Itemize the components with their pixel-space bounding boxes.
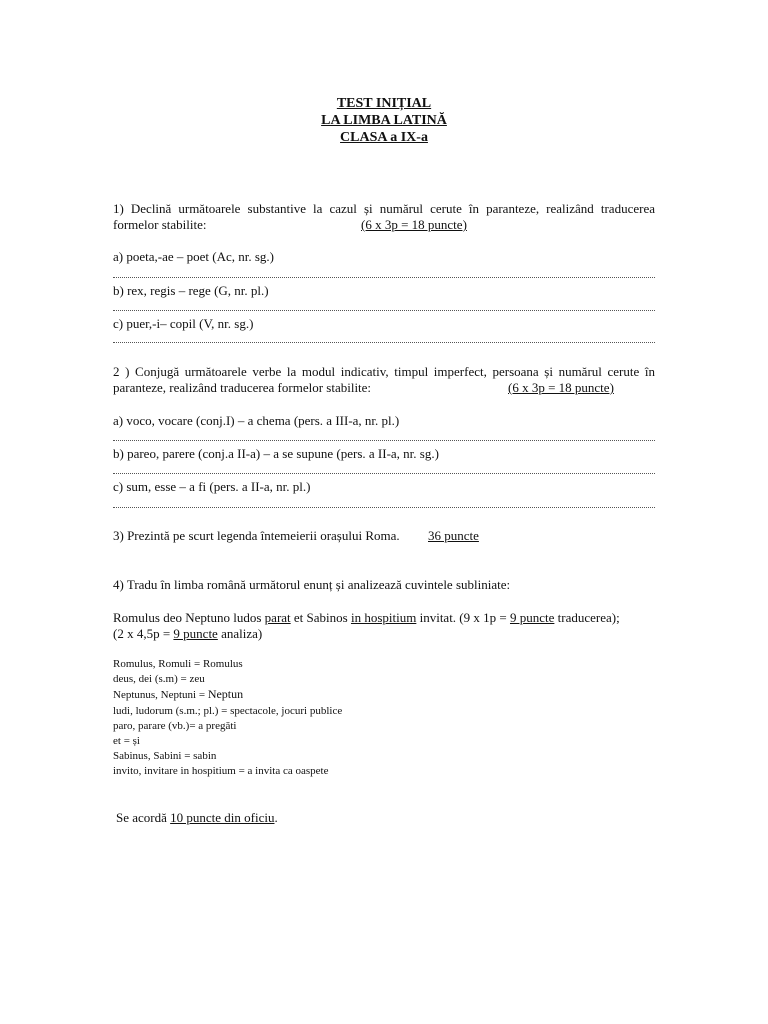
- vocab-item: Sabinus, Sabini = sabin: [113, 750, 217, 763]
- vocab-list: [113, 657, 342, 780]
- vocab-item: invito, invitare in hospitium = a invita ca oaspete: [113, 765, 329, 778]
- q4-sent-part: Romulus deo Neptuno ludos: [113, 610, 265, 625]
- vocab-item: Romulus, Romuli = Romulus: [113, 658, 243, 670]
- footer-points: 10 puncte din oficiu: [170, 810, 275, 825]
- q4-sentence: [113, 610, 620, 626]
- q4-sent-part: analiza): [217, 626, 263, 641]
- footer-dot: .: [274, 810, 278, 825]
- answer-line: [113, 473, 655, 474]
- q4-instruction: 4) Tradu în limba română următorul enunț și analizează cuvintele subliniate:: [113, 577, 511, 592]
- q4-sent-part: et Sabinos: [290, 610, 351, 625]
- q1-points: (6 x 3p = 18 puncte): [361, 217, 467, 232]
- q2-item-b: b) pareo, parere (conj.a II-a) – a se supune (pers. a II-a, nr. sg.): [113, 446, 439, 461]
- answer-line: [113, 277, 655, 278]
- q2-item-a: a) voco, vocare (conj.I) – a chema (pers. a III-a, nr. pl.): [113, 413, 400, 428]
- title-line-2: LA LIMBA LATINĂ: [321, 113, 447, 128]
- q4-underlined-parat: parat: [264, 610, 291, 625]
- answer-line: [113, 342, 655, 343]
- q4-sentence-line-2: [113, 626, 262, 642]
- q4-sent-part: invitat. (9 x 1p =: [416, 610, 510, 625]
- q4-points-analysis: 9 puncte: [173, 626, 218, 641]
- vocab-item: deus, dei (s.m) = zeu: [113, 673, 205, 686]
- title-line-1: TEST INIȚIAL: [336, 96, 432, 111]
- vocab-item: paro, parare (vb.)= a pregăti: [113, 719, 237, 732]
- q2-line-1: 2 ) Conjugă următoarele verbe la modul indicativ, timpul imperfect, persoana și numărul cerute în: [113, 364, 655, 379]
- footer-text: Se acordă: [116, 810, 171, 825]
- vocab-item: [113, 687, 342, 703]
- answer-line: [113, 440, 655, 441]
- title-block: [0, 95, 768, 146]
- answer-line: [113, 310, 655, 311]
- answer-line: [113, 507, 655, 508]
- q3-text: 3) Prezintă pe scurt legenda întemeierii orașului Roma.: [113, 528, 400, 543]
- vocab-item-part: Neptun: [207, 687, 244, 702]
- q1-item-c: c) puer,-i– copil (V, nr. sg.): [113, 316, 254, 331]
- vocab-item-part: Neptunus, Neptuni =: [113, 689, 208, 702]
- q3-points: 36 puncte: [428, 528, 479, 543]
- q2-line-2: paranteze, realizând traducerea formelor stabilite:: [113, 380, 372, 395]
- vocab-item: et = și: [113, 735, 140, 748]
- title-line-3: CLASA a IX-a: [340, 130, 428, 145]
- q1-line-2: formelor stabilite:: [113, 217, 207, 232]
- q1-item-b: b) rex, regis – rege (G, nr. pl.): [113, 283, 269, 298]
- footer-note: [116, 810, 278, 826]
- q2-points: (6 x 3p = 18 puncte): [508, 380, 614, 395]
- vocab-item: ludi, ludorum (s.m.; pl.) = spectacole, jocuri publice: [113, 704, 343, 717]
- q4-sent-part: traducerea);: [554, 610, 620, 625]
- q1-line-1: 1) Declină următoarele substantive la cazul și numărul cerute în paranteze, realizând traducerea: [113, 201, 655, 216]
- q4-sent-part: (2 x 4,5p =: [113, 626, 174, 641]
- q4-points-translation: 9 puncte: [509, 610, 555, 625]
- q2-item-c: c) sum, esse – a fi (pers. a II-a, nr. pl.): [113, 479, 311, 494]
- q4-underlined-hospitium: in hospitium: [350, 610, 417, 625]
- q1-item-a: a) poeta,-ae – poet (Ac, nr. sg.): [113, 249, 274, 264]
